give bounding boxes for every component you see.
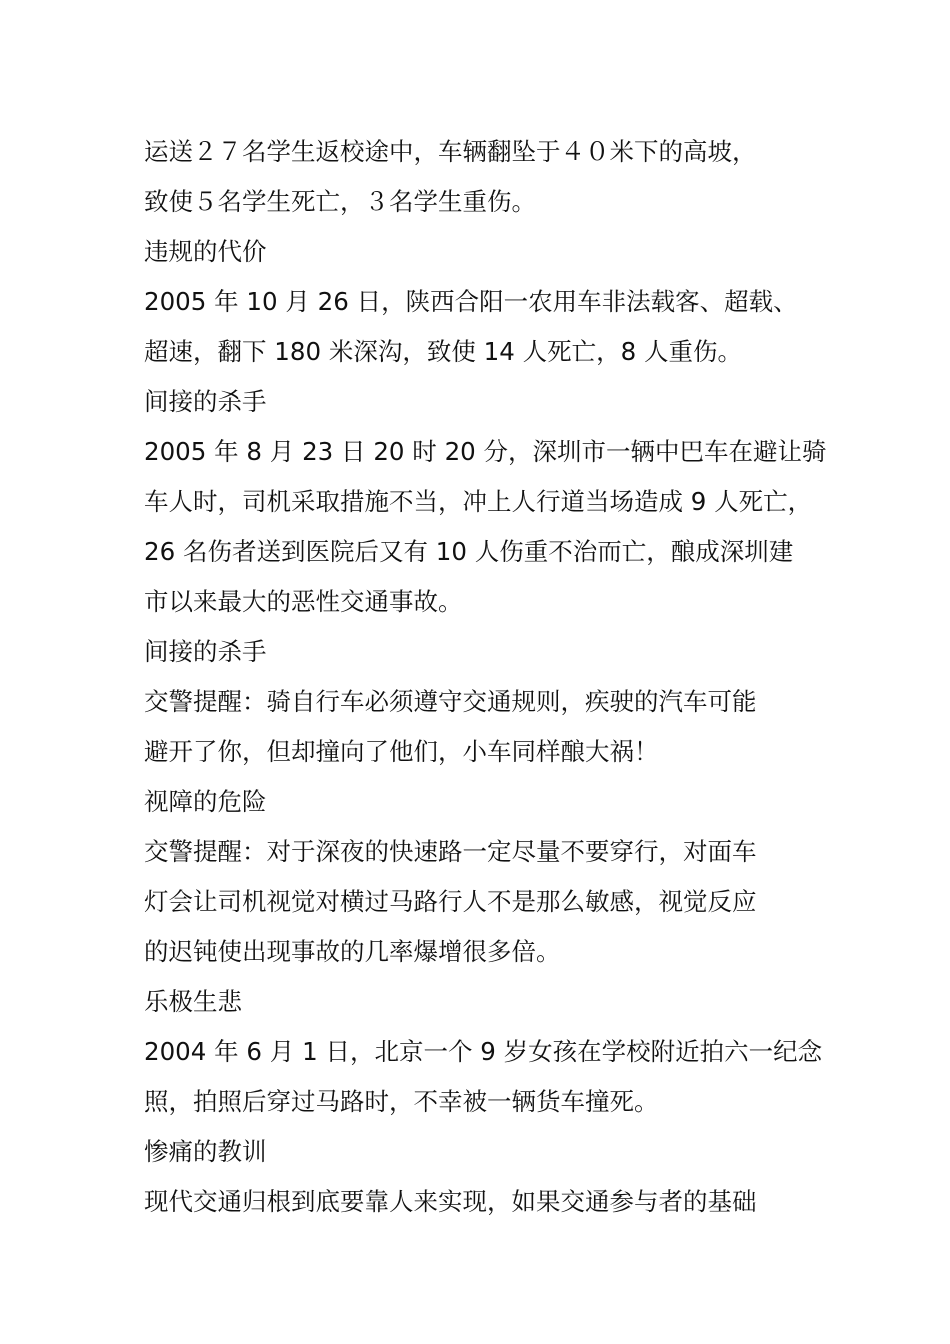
text-line: 的迟钝使出现事故的几率爆增很多倍。 (144, 937, 561, 966)
text-line: 交警提醒：骑自行车必须遵守交通规则，疾驶的汽车可能 (144, 687, 757, 716)
text-line: 车人时，司机采取措施不当，冲上人行道当场造成 9 人死亡， (144, 487, 813, 516)
section-heading: 间接的杀手 (144, 637, 267, 666)
text-line: 2005 年 8 月 23 日 20 时 20 分，深圳市一辆中巴车在避让骑 (144, 437, 827, 466)
section-heading: 惨痛的教训 (144, 1137, 267, 1166)
text-line: 运送２７名学生返校途中，车辆翻坠于４０米下的高坡， (144, 137, 757, 166)
text-line: 2005 年 10 月 26 日，陕西合阳一农用车非法载客、超载、 (144, 287, 798, 316)
text-line: 避开了你，但却撞向了他们，小车同样酿大祸！ (144, 737, 659, 766)
text-line: 照，拍照后穿过马路时，不幸被一辆货车撞死。 (144, 1087, 659, 1116)
text-line: 交警提醒：对于深夜的快速路一定尽量不要穿行，对面车 (144, 837, 757, 866)
section-heading: 违规的代价 (144, 237, 267, 266)
text-line: 超速，翻下 180 米深沟，致使 14 人死亡，8 人重伤。 (144, 337, 742, 366)
document-body (144, 127, 834, 1227)
text-line: 致使５名学生死亡，３名学生重伤。 (144, 187, 536, 216)
text-line: 2004 年 6 月 1 日，北京一个 9 岁女孩在学校附近拍六一纪念 (144, 1037, 823, 1066)
section-heading: 视障的危险 (144, 787, 267, 816)
text-line: 26 名伤者送到医院后又有 10 人伤重不治而亡，酿成深圳建 (144, 537, 794, 566)
text-line: 现代交通归根到底要靠人来实现，如果交通参与者的基础 (144, 1187, 757, 1216)
text-line: 市以来最大的恶性交通事故。 (144, 587, 463, 616)
section-heading: 乐极生悲 (144, 987, 242, 1016)
text-line: 灯会让司机视觉对横过马路行人不是那么敏感，视觉反应 (144, 887, 757, 916)
section-heading: 间接的杀手 (144, 387, 267, 416)
